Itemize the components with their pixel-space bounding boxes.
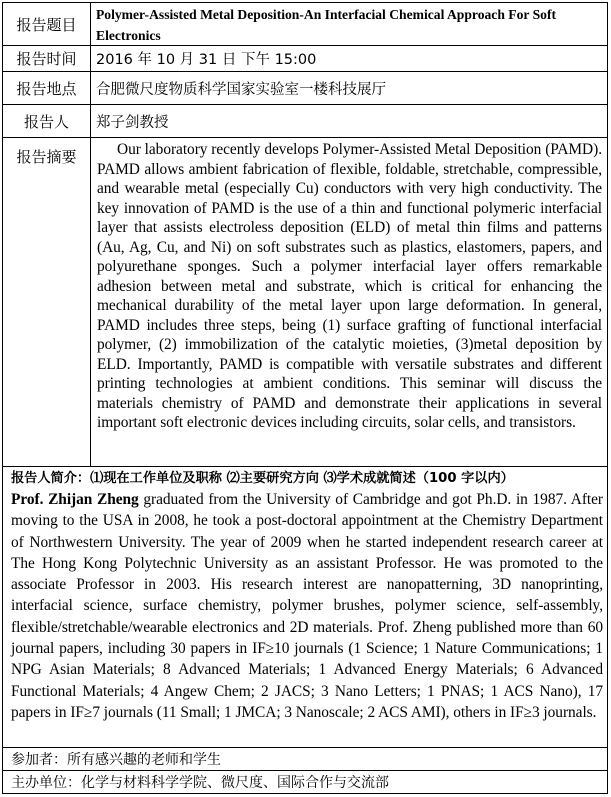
label-speaker: 报告人 [3, 105, 91, 137]
row-place [3, 72, 607, 105]
talk-place: 合肥微尺度物质科学国家实验室一楼科技展厅 [96, 81, 386, 98]
row-audience [3, 748, 607, 771]
row-abstract [3, 138, 607, 467]
row-bio [3, 467, 607, 748]
row-speaker [3, 105, 607, 138]
label-place: 报告地点 [3, 72, 91, 104]
abstract-text: Our laboratory recently develops Polymer-Assisted Metal Deposition (PAMD). PAMD allows ambient fabrication of flexible, foldable, stretchable, compressible, and wearable metal (especially Cu) conductors with very high conductivity. The key innovation of PAMD is the use of a thin and functional polymeric interfacial layer that assists electroless deposition (ELD) of metal thin films and patterns (Au, Ag, Cu, and Ni) on soft substrates such as plastics, elastomers, papers, and polyurethane sponges. Such a polymer interfacial layer offers remarkable adhesion between metal and substrate, which is critical for enhancing the mechanical durability of the metal layer upon large deformation. In general, PAMD includes three steps, being (1) surface grafting of functional interfacial polymer, (2) immobilization of the catalytic moieties, (3)metal deposition by ELD. Importantly, PAMD is compatible with versatile substrates and different printing technologies at ambient conditions. This seminar will discuss the materials chemistry of PAMD and demonstrate their applications in several important soft electronic devices including circuits, solar cells, and transistors. [97, 141, 602, 431]
row-organizer [3, 771, 607, 793]
row-time [3, 46, 607, 72]
talk-title: Polymer-Assisted Metal Deposition-An Interfacial Chemical Approach For Soft Electronics [96, 6, 556, 43]
label-abstract: 报告摘要 [3, 138, 91, 466]
speaker-name: 郑子剑教授 [96, 114, 169, 131]
label-time: 报告时间 [3, 46, 91, 71]
label-title: 报告题目 [3, 3, 91, 45]
bio-speaker-name: Prof. Zhijan Zheng [11, 491, 139, 508]
seminar-notice-table [2, 2, 608, 794]
talk-time: 2016 年 10 月 31 日 下午 15:00 [96, 52, 317, 68]
organizer-text: 主办单位：化学与材料科学学院、微尺度、国际合作与交流部 [11, 775, 389, 791]
bio-heading: 报告人简介：⑴现在工作单位及职称 ⑵主要研究方向 ⑶学术成就简述（100 字以内） [11, 471, 514, 486]
row-title [3, 3, 607, 46]
bio-text [3, 489, 607, 723]
audience-text: 参加者：所有感兴趣的老师和学生 [11, 752, 221, 768]
bio-paragraph: graduated from the University of Cambridge and got Ph.D. in 1987. After moving to the USA in 2008, he took a post-doctoral appointment at the Chemistry Department of Northwestern University. The year of 2009 when he started independent research career at The Hong Kong Polytechnic University as an assistant Professor. He was promoted to the associate Professor in 2003. His research interest are nanopatterning, 3D nanoprinting, interfacial science, surface chemistry, polymer brushes, polymer science, self-assembly, flexible/stretchable/wearable electronics and 2D materials. Prof. Zheng published more than 60 journal papers, including 30 papers in IF≥10 journals (1 Science; 1 Nature Communications; 1 NPG Asian Materials; 8 Advanced Materials; 1 Advanced Energy Materials; 6 Advanced Functional Materials; 4 Angew Chem; 2 JACS; 3 Nano Letters; 1 PNAS; 1 ACS Nano), 17 papers in IF≥7 journals (11 Small; 1 JMCA; 3 Nanoscale; 2 ACS AMI), others in IF≥3 journals. [11, 491, 604, 721]
